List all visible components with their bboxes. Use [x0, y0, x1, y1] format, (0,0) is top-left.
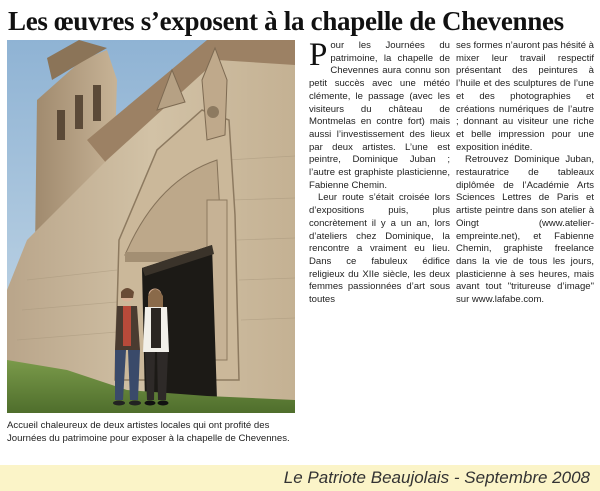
- article-paragraph: ses formes n’auront pas hésité à mixer leur travail respectif présentant des peintures à l’huile et des sculptures de l’une et des photographies et créations numériques de l’autre ; donnant au visiteur une riche et belle impression pour une exposition inédite.: [456, 40, 594, 153]
- paragraph-text: our les Journées du patrimoine, la chapelle de Chevennes aura connu son petit succès avec une météo clémente, le passage (avec les visiteurs du château de Montmelas en contre fort) mais aussi l’investissement des lieux par deux artistes. L’une est peintre, Dominique Juban ; l’autre est graphiste plasticienne, Fabienne Chemin.: [309, 40, 450, 191]
- article-paragraph: [309, 37, 450, 192]
- article-column-2: [456, 40, 594, 307]
- publication-source: Le Patriote Beaujolais - Septembre 2008: [283, 468, 590, 487]
- headline: Les œuvres s’exposent à la chapelle de Chevennes: [8, 6, 564, 36]
- photo-caption: Accueil chaleureux de deux artistes locales qui ont profité des Journées du patrimoine pour exposer à la chapelle de Chevennes.: [7, 420, 290, 444]
- article-paragraph: Retrouvez Dominique Juban, restauratrice de tableaux diplômée de l’Académie Arts Sciences Lettres de Paris et artiste peintre dans son atelier à Oingt (www.atelier-empreinte.net), et Fabienne Chemin, graphiste freelance dans la vie de tous les jours, plasticienne à ses heures, mais avant tout "tritureuse d’image" sur www.lafabe.com.: [456, 154, 594, 306]
- chapel-photo: [7, 40, 295, 413]
- drop-cap: P: [309, 37, 328, 73]
- article-paragraph: Leur route s’était croisée lors d’expositions puis, plus concrètement il y a un an, lors d’ateliers chez Dominique, la rencontre a vraiment eu lieu. Dans ce fabuleux édifice religieux du XIIe siècle, les deux femmes passionnées d’art sous toutes: [309, 192, 450, 306]
- article-column-1: [309, 37, 450, 307]
- footer-banner: [0, 465, 600, 491]
